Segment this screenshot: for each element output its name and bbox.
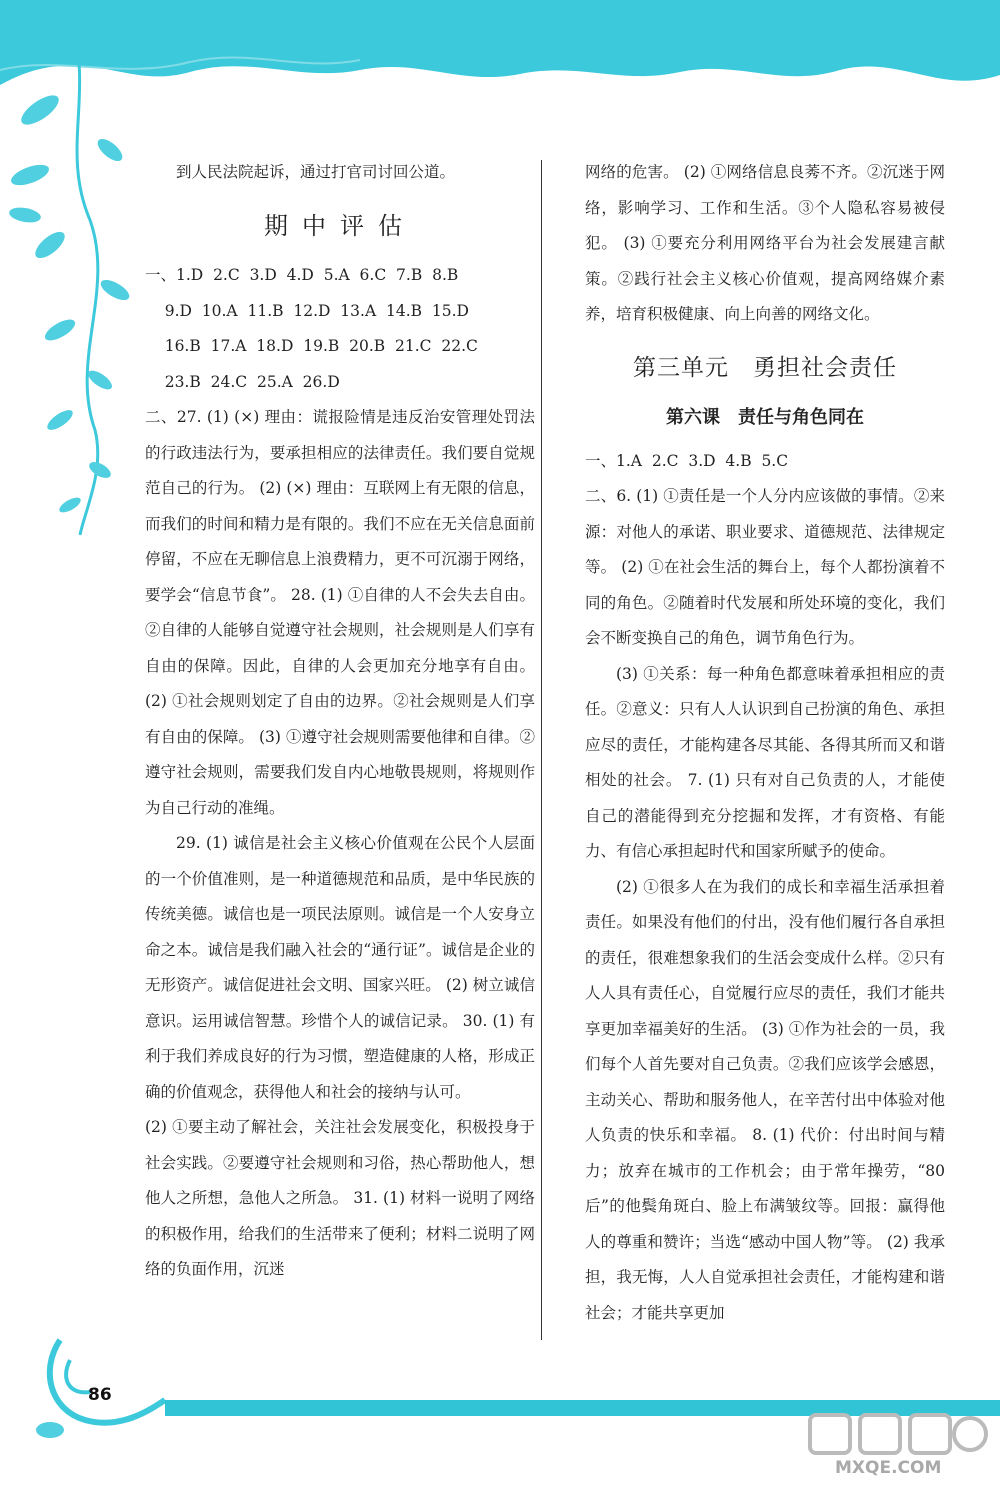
vine-decoration [0, 0, 130, 560]
mc-answer-row: 一、1.A 2.C 3.D 4.B 5.C [585, 451, 789, 470]
column-divider [541, 160, 542, 1340]
unit-title: 第三单元 勇担社会责任 [633, 354, 897, 381]
mc-answer-row: 23.B 24.C 25.A 26.D [145, 372, 340, 391]
header-wave-decoration [0, 0, 1000, 120]
answer-paragraph: (3) ①关系：每一种角色都意味着承担相应的责任。②意义：只有人人认识到自己扮演的角色、承担应尽的责任，才能构建各尽其能、各得其所而又和谐相处的社会。 7. (1) 只有对自己负责的人，才能使自己的潜能得到充分挖掘和发挥，才有资格、有能力、有信心承担起时代和国家所赋予的使命。 [585, 664, 945, 860]
answer-paragraph: (2) ①要主动了解社会，关注社会发展变化，积极投身于社会实践。②要遵守社会规则和习俗，热心帮助他人，想他人之所想，急他人之所急。 31. (1) 材料一说明了网络的积极作用，给我们的生活带来了便利；材料二说明了网络的负面作用，沉迷 [145, 1118, 535, 1278]
answer-paragraph: (2) ①很多人在为我们的成长和幸福生活承担着责任。如果没有他们的付出，没有他们履行各自承担的责任，很难想象我们的生活会变成什么样。②只有人人具有责任心，自觉履行应尽的责任，我们才能共享更加幸福美好的生活。 (3) ①作为社会的一员，我们每个人首先要对自己负责。②我们应该学会感恩，主动关心、帮助和服务他人，在辛苦付出中体验对他人负责的快乐和幸福。 8. (1) 代价：付出时间与精力；放弃在城市的工作机会；由于常年操劳，“80后”的他鬓角斑白、脸上布满皱纹等。回报：赢得他人的尊重和赞许；当选“感动中国人物”等。 (2) 我承担，我无悔，人人自觉承担社会责任，才能构建和谐社会；才能共享更加 [585, 877, 945, 1322]
mc-answer-row: 9.D 10.A 11.B 12.D 13.A 14.B 15.D [145, 301, 469, 320]
section-title: 期中评估 [264, 211, 416, 240]
answer-paragraph: 二、6. (1) ①责任是一个人分内应该做的事情。②来源：对他人的承诺、职业要求、道德规范、法律规定等。 (2) ①在社会生活的舞台上，每个人都扮演着不同的角色。②随着时代发展和所处环境的变化，我们会不断变换自己的角色，调节角色行为。 [585, 487, 945, 647]
answer-paragraph: 网络的危害。 (2) ①网络信息良莠不齐。②沉迷于网络，影响学习、工作和生活。③个人隐私容易被侵犯。 (3) ①要充分利用网络平台为社会发展建言献策。②践行社会主义核心价值观，提高网络媒介素养，培育积极健康、向上向善的网络文化。 [585, 163, 945, 323]
lesson-title: 第六课 责任与角色同在 [666, 407, 864, 428]
mc-answer-row: 16.B 17.A 18.D 19.B 20.B 21.C 22.C [145, 337, 478, 355]
page-number: 86 [88, 1385, 112, 1405]
intro-text: 到人民法院起诉，通过打官司讨回公道。 [176, 163, 456, 181]
right-column [585, 155, 945, 1331]
watermark-text: MXQE.COM [835, 1458, 942, 1478]
mc-answer-row: 一、1.D 2.C 3.D 4.D 5.A 6.C 7.B 8.B [145, 266, 459, 284]
left-column [145, 155, 535, 1288]
answer-paragraph: 29. (1) 诚信是社会主义核心价值观在公民个人层面的一个价值准则，是一种道德规范和品质，是中华民族的传统美德。诚信也是一项民法原则。诚信是一个人安身立命之本。诚信是我们融入社会的“通行证”。诚信是企业的无形资产。诚信促进社会文明、国家兴旺。 (2) 树立诚信意识。运用诚信智慧。珍惜个人的诚信记录。 30. (1) 有利于我们养成良好的行为习惯，塑造健康的人格，形成正确的价值观念，获得他人和社会的接纳与认可。 [145, 834, 535, 1101]
answer-paragraph: 二、27. (1) (×) 理由：谎报险情是违反治安管理处罚法的行政违法行为，要承担相应的法律责任。我们要自觉规范自己的行为。 (2) (×) 理由：互联网上有无限的信息，而我们的时间和精力是有限的。我们不应在无关信息面前停留，不应在无聊信息上浪费精力，更不可沉溺于网络，要学会“信息节食”。 28. (1) ①自律的人不会失去自由。②自律的人能够自觉遵守社会规则，社会规则是人们享有自由的保障。因此，自律的人会更加充分地享有自由。 (2) ①社会规则划定了自由的边界。②社会规则是人们享有自由的保障。 (3) ①遵守社会规则需要他律和自律。②遵守社会规则，需要我们发自内心地敬畏规则，将规则作为自己行动的准绳。 [145, 408, 535, 817]
